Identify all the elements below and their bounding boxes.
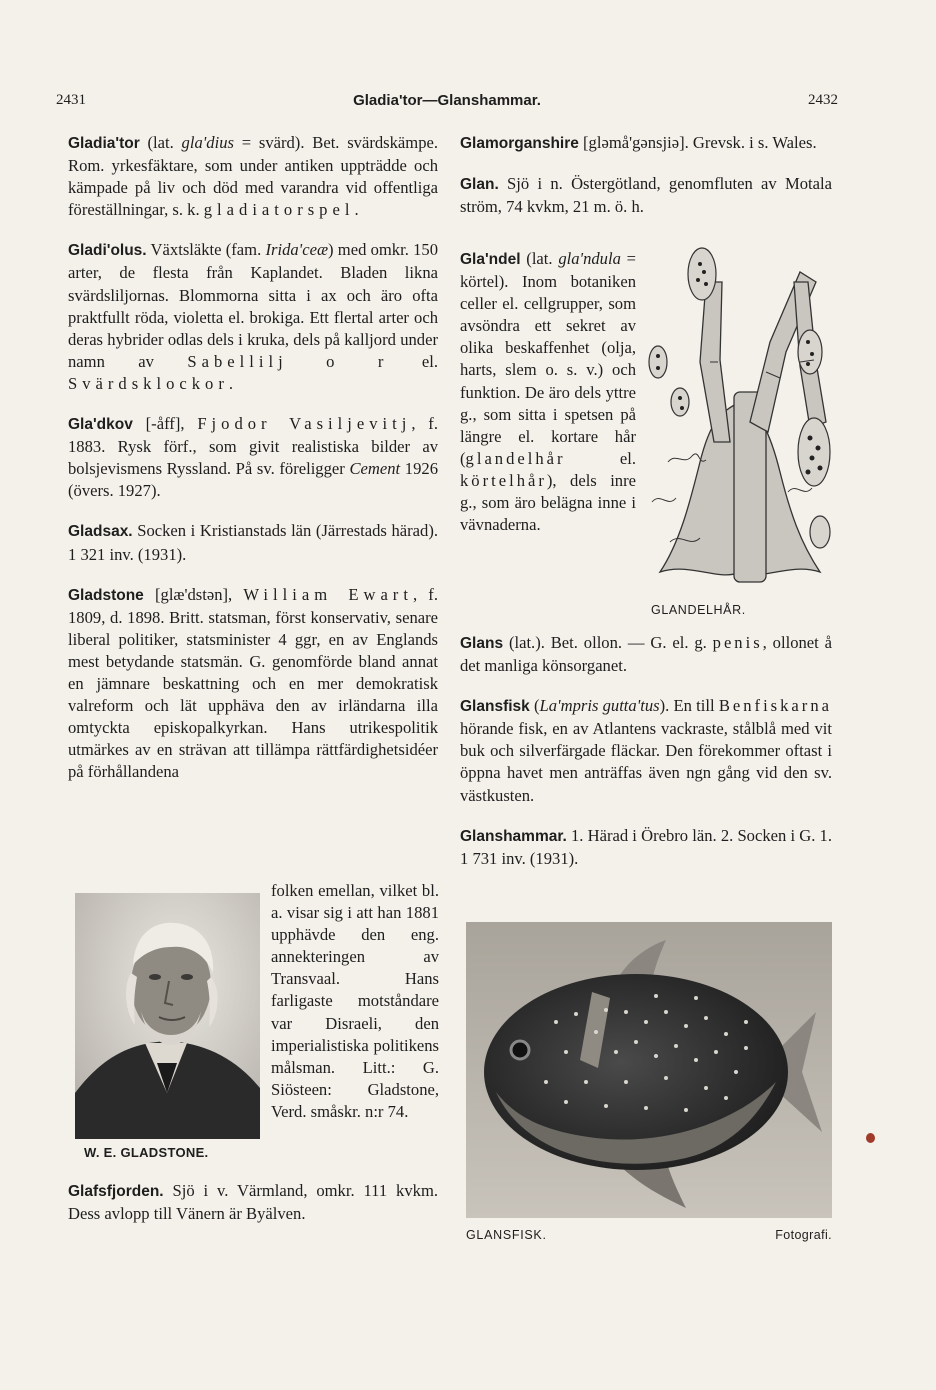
headword: Gladia'tor — [68, 135, 140, 152]
entry-text: , f. 1809, d. 1898. Britt. statsman, först konservativ, senare liberal politiker, statsminister 4 ggr, en av Englands mest betydande statsmän. G. genomförde bland annat en jämnare beskattning och en mer demokratisk valreform och lät upphäva den av irländarna illa omtyckta episkopalkyrkan. Hans utrikespolitik utmärkes av en strävan att tillämpa rättfärdighetsidéer på förhållandena — [68, 584, 438, 782]
entry-gladstone-continued: folken emellan, vilket bl. a. visar sig i att han 1881 upphävde den eng. annekteringen av Transvaal. Hans farligaste motståndare var Disraeli, den imperialistiska politikens målsman. Litt.: G. Siösteen: Gladstone, Verd. småskr. n:r 74. — [271, 881, 439, 1121]
fish-caption: GLANSFISK. — [466, 1228, 547, 1242]
entry-glansfisk — [460, 695, 832, 806]
left-column — [68, 132, 438, 801]
entry-text: , f. 1883. Rysk förf., som givit realistiska bilder av bolsjevismens Ryssland. På sv. föreligger — [68, 414, 438, 479]
entry-glafsfjorden — [68, 1180, 438, 1225]
entry-spaced: körtelhår — [460, 470, 547, 490]
entry-glandel — [460, 248, 636, 536]
page-mark — [866, 1133, 875, 1143]
entry-text: = körtel). Inom botaniken celler el. cellgrupper, som avsöndra ett sekret av olika beskaffenhet (olja, harts, slem o. s. v.) och funktion. De äro dels yttre g., som sitta i spetsen på längre el. kortare hår ( — [460, 249, 636, 468]
entry-spaced: Fjodor Vasiljevitj — [197, 414, 412, 434]
entry-italic: Irida'ceæ — [265, 240, 329, 260]
page-header — [56, 92, 838, 116]
entry-text: Socken i Kristianstads län (Järrestads härad). 1 321 inv. (1931). — [68, 521, 438, 564]
entry-gladkov — [68, 413, 438, 502]
entry-text: Växtsläkte (fam. — [146, 240, 266, 260]
running-title: Gladia'tor—Glanshammar. — [353, 92, 541, 109]
entry-text: (lat. — [520, 249, 559, 268]
entry-text: Sjö i n. Östergötland, genomfluten av Motala ström, 74 kvkm, 21 m. ö. h. — [460, 174, 832, 217]
entry-italic: gla'dius — [181, 133, 234, 152]
entry-text: ). En till — [659, 696, 719, 716]
entry-text: ( — [529, 696, 540, 716]
right-column-lower — [460, 632, 832, 888]
entry-text: ) med omkr. 150 arter, de flesta från Kaplandet. Bladen likna svärdsliljornas. Blommorna sitta i ax och äro ofta praktfullt röda, violetta el. brokiga. Ett flertal arter och deras hybrider odlas dels i kruka, dels på kalljord under namn av — [68, 240, 438, 371]
headword: Glamorganshire — [460, 135, 579, 152]
entry-gladstone — [68, 584, 438, 784]
entry-gladsax — [68, 520, 438, 565]
headword: Gla'dkov — [68, 416, 133, 434]
entry-italic: Cement — [349, 459, 401, 479]
entry-text: . — [228, 373, 234, 393]
headword: Glan. — [460, 176, 499, 194]
entry-glan — [460, 173, 832, 218]
entry-text: [-åff], — [132, 414, 198, 434]
entry-text: hörande fisk, en av Atlantens vackraste, stålblå med vit buk och silverfärgade fläckar. Den förekommer oftast i öppna havet men anträffas även ngn gång vid den sv. västkusten. — [460, 719, 832, 805]
portrait-caption: W. E. GLADSTONE. — [84, 1145, 209, 1160]
glandular-hairs-illustration — [640, 242, 834, 600]
fish-photo — [466, 922, 832, 1218]
portrait-image — [75, 893, 260, 1139]
gladstone-portrait — [75, 893, 260, 1139]
glansfisk-photograph — [466, 922, 832, 1218]
entry-spaced: gladiatorspel — [203, 200, 355, 220]
headword: Gla'ndel — [460, 251, 521, 268]
page-number-left: 2431 — [56, 92, 86, 108]
entry-text: ), dels inre g., som äro belägna inne i vävnaderna. — [460, 470, 636, 535]
entry-italic: La'mpris gutta'tus — [539, 696, 660, 716]
entry-text: (lat.). Bet. ollon. — G. el. g. — [503, 633, 713, 652]
entry-text: (lat. — [139, 133, 182, 152]
headword: Gladsax. — [68, 523, 133, 541]
headword: Glans — [460, 635, 504, 652]
right-column — [460, 132, 832, 218]
entry-glamorganshire — [460, 132, 832, 155]
entry-italic: gla'ndula — [558, 249, 621, 268]
headword: Gladi'olus. — [68, 242, 147, 260]
headword: Glanshammar. — [460, 827, 567, 845]
entry-glanshammar — [460, 825, 832, 870]
fish-credit: Fotografi. — [775, 1228, 832, 1242]
page-number-right: 2432 — [808, 92, 838, 108]
headword: Glafsfjorden. — [68, 1183, 164, 1200]
entry-spaced: Svärdsklockor — [68, 373, 229, 393]
entry-spaced: glandelhår — [465, 448, 566, 468]
entry-text: el. — [388, 351, 438, 371]
entry-text: Sjö i v. Värmland, omkr. 111 kvkm. Dess avlopp till Vänern är Byälven. — [68, 1181, 438, 1224]
entry-text: [glæ'dstən], — [143, 584, 244, 604]
entry-gladiator — [68, 132, 438, 221]
entry-text: 1926 (övers. 1927). — [68, 459, 438, 501]
entry-glans — [460, 632, 832, 677]
entry-text: el. — [565, 448, 636, 468]
entry-gladiolus — [68, 239, 438, 395]
entry-spaced: Benfiskarna — [718, 696, 832, 716]
entry-spaced: William Ewart — [243, 584, 413, 604]
entry-spaced: penis — [712, 633, 763, 652]
gland-caption: GLANDELHÅR. — [651, 603, 746, 617]
entry-text: . — [354, 200, 359, 220]
entry-text: 1. Härad i Örebro län. 2. Socken i G. 1. 1 731 inv. (1931). — [460, 825, 832, 868]
entry-text: = svärd). Bet. svärdskämpe. Rom. yrkesfäktare, som under antiken uppträdde och kämpade på liv och död med varandra vid offentliga föreställningar, s. k. — [68, 133, 438, 220]
gland-drawing — [640, 242, 834, 600]
headword: Gladstone — [68, 586, 144, 604]
headword: Glansfisk — [460, 698, 530, 716]
entry-text: , ollonet å det manliga könsorganet. — [460, 633, 832, 676]
entry-text: [gləmå'gənsjiə]. Grevsk. i s. Wales. — [578, 133, 817, 152]
entry-spaced: Sabellilj o r — [187, 351, 389, 371]
